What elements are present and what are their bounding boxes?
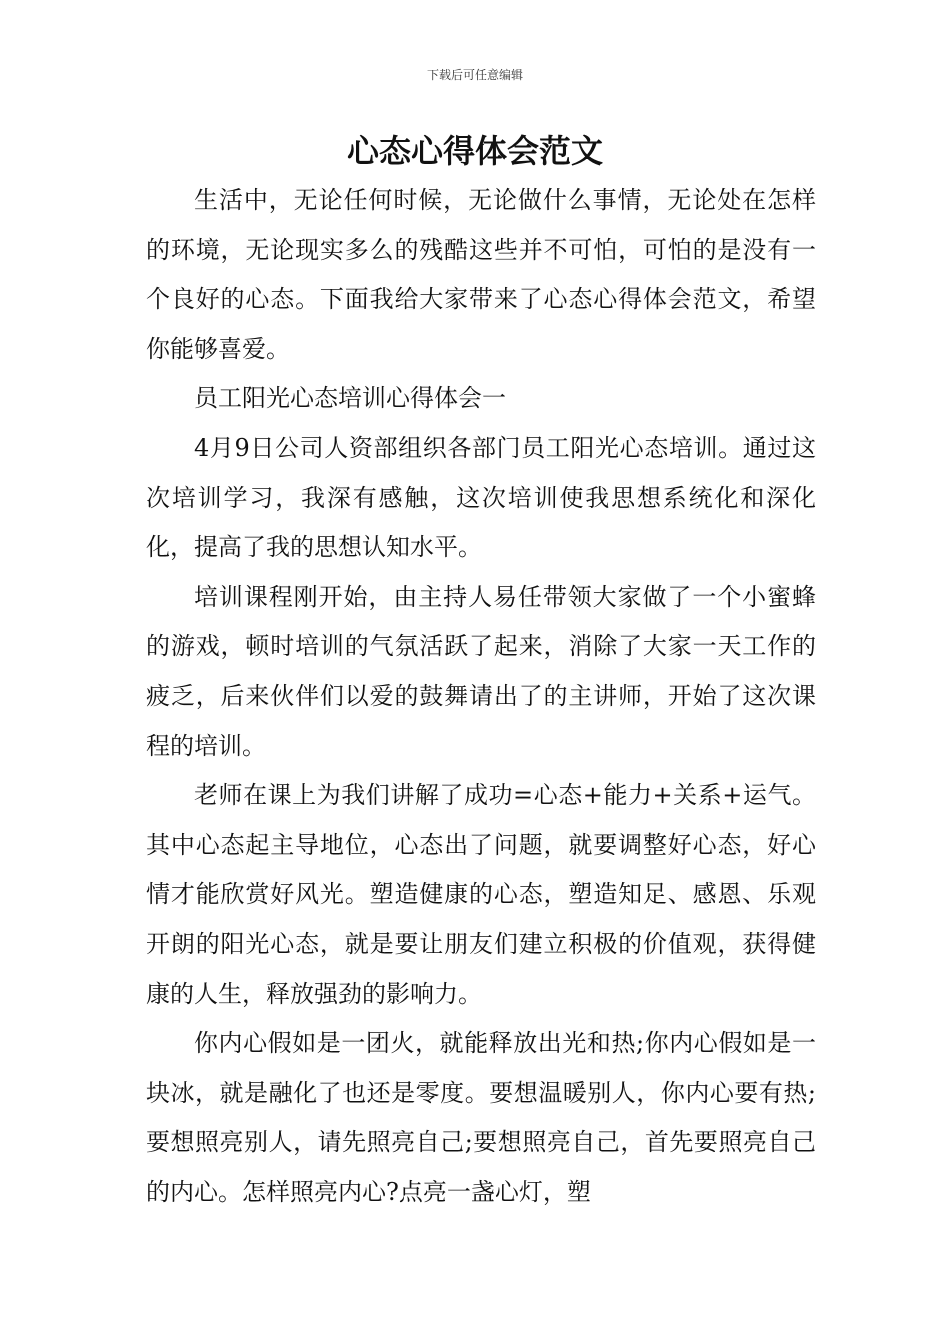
section-heading: 员工阳光心态培训心得体会一	[194, 384, 506, 413]
header-note: 下载后可任意编辑	[426, 68, 523, 82]
paragraph-training-date: 4月9日公司人资部组织各部门员工阳光心态培训。通过这次培训学习，我深有感触，这次培训使我思想系统化和深化化，提高了我的思想认知水平。	[146, 433, 816, 562]
paragraph-course-start: 培训课程刚开始，由主持人易任带领大家做了一个小蜜蜂的游戏，顿时培训的气氛活跃了起来，消除了大家一天工作的疲乏，后来伙伴们以爱的鼓舞请出了的主讲师，开始了这次课程的培训。	[146, 582, 816, 760]
document-title: 心态心得体会范文	[346, 132, 603, 170]
paragraph-success-formula: 老师在课上为我们讲解了成功=心态+能力+关系+运气。其中心态起主导地位，心态出了问题，就要调整好心态，好心情才能欣赏好风光。塑造健康的心态，塑造知足、感恩、乐观开朗的阳光心态，就是要让朋友们建立积极的价值观，获得健康的人生，释放强劲的影响力。	[146, 781, 816, 1008]
document-body	[146, 176, 816, 1217]
paragraph-inner-heart: 你内心假如是一团火，就能释放出光和热;你内心假如是一块冰，就是融化了也还是零度。要想温暖别人，你内心要有热;要想照亮别人，请先照亮自己;要想照亮自己，首先要照亮自己的内心。怎样照亮内心?点亮一盏心灯，塑	[146, 1029, 816, 1206]
paragraph-intro: 生活中，无论任何时候，无论做什么事情，无论处在怎样的环境，无论现实多么的残酷这些并不可怕，可怕的是没有一个良好的心态。下面我给大家带来了心态心得体会范文，希望你能够喜爱。	[146, 186, 816, 363]
